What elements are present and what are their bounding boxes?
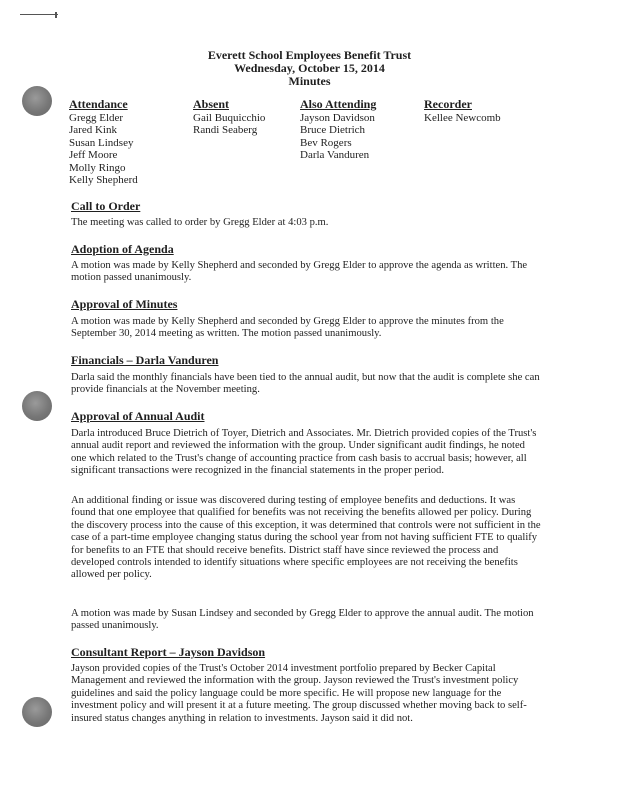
attendee-name: Kelly Shepherd — [69, 174, 138, 186]
meeting-date: Wednesday, October 15, 2014 — [234, 61, 385, 75]
approval-of-annual-audit-heading: Approval of Annual Audit — [71, 409, 205, 423]
call-to-order-text: The meeting was called to order by Gregg Elder at 4:03 p.m. — [71, 217, 329, 228]
approval-of-minutes-heading: Approval of Minutes — [71, 297, 178, 311]
recorder-name: Kellee Newcomb — [424, 111, 501, 124]
attendee-name: Gregg Elder — [69, 111, 124, 124]
financials-heading: Financials – Darla Vanduren — [71, 353, 219, 367]
consultant-report-text: Jayson provided copies of the Trust's October 2014 investment portfolio prepared by Becker Capital Management and reviewed the information with the group. Jayson reviewed the Trust's investment policy guidelines and said the policy language could be more specific. He will propose new language for the investment policy and will present it at a future meeting. The group discussed whether moving back to self-insured status changes anything in relation to investments. Jayson said it did not. — [71, 663, 527, 724]
attendance-heading: Attendance — [69, 97, 128, 111]
approval-of-minutes-text: A motion was made by Kelly Shepherd and seconded by Gregg Elder to approve the minutes from the September 30, 2014 meeting as written. The motion passed unanimously. — [71, 316, 504, 340]
document-type: Minutes — [288, 74, 331, 88]
attendee-name: Molly Ringo — [69, 161, 126, 174]
also-attending-name: Bev Rogers — [300, 136, 352, 149]
also-attending-column — [300, 98, 376, 162]
call-to-order-heading: Call to Order — [71, 199, 141, 213]
document-header — [0, 49, 619, 88]
attendance-column — [69, 98, 138, 187]
absent-name: Gail Buquicchio — [193, 111, 266, 124]
recorder-heading: Recorder — [424, 97, 472, 111]
annual-audit-paragraph-2: An additional finding or issue was discovered during testing of employee benefits and deductions. It was found that one employee that qualified for benefits was not receiving the benefits allowed per policy. During the discovery process into the cause of this exception, it was determined that controls were not sufficient in the case of a part-time employee changing status during the school year from not having sufficient FTE to qualify for benefits to an FTE that should receive benefits. District staff have since reviewed the process and developed controls intended to identify situations where specific employees are not receiving the benefits allowed per policy. — [71, 495, 541, 581]
financials-text: Darla said the monthly financials have been tied to the annual audit, but now that the audit is complete she can provide financials at the November meeting. — [71, 372, 540, 396]
absent-name: Randi Seaberg — [193, 124, 258, 136]
also-attending-heading: Also Attending — [300, 97, 377, 111]
trust-name: Everett School Employees Benefit Trust — [207, 48, 412, 62]
also-attending-name: Darla Vanduren — [300, 149, 370, 161]
adoption-of-agenda-heading: Adoption of Agenda — [71, 242, 174, 256]
consultant-report-heading: Consultant Report – Jayson Davidson — [71, 645, 266, 659]
absent-heading: Absent — [193, 97, 230, 111]
also-attending-name: Bruce Dietrich — [300, 124, 366, 136]
scan-artifact-line — [20, 14, 58, 15]
punch-hole-middle — [22, 391, 52, 421]
punch-hole-bottom — [22, 697, 52, 727]
scan-artifact-tick — [55, 12, 57, 18]
annual-audit-paragraph-1: Darla introduced Bruce Dietrich of Toyer, Dietrich and Associates. Mr. Dietrich provided copies of the Trust's annual audit report and reviewed the information with the group. Under significant audit findings, he noted one which related to the Trust's change of accounting practice from cash basis to accrual basis; however, all significant transactions were recognized in the financial statements in the proper period. — [71, 428, 537, 477]
adoption-of-agenda-text: A motion was made by Kelly Shepherd and seconded by Gregg Elder to approve the agenda as written. The motion passed unanimously. — [71, 260, 528, 284]
recorder-column — [424, 98, 501, 124]
attendee-name: Susan Lindsey — [69, 136, 134, 149]
annual-audit-paragraph-3: A motion was made by Susan Lindsey and seconded by Gregg Elder to approve the annual audit. The motion passed unanimously. — [71, 608, 534, 632]
attendee-name: Jeff Moore — [69, 149, 118, 161]
punch-hole-top — [22, 86, 52, 116]
absent-column — [193, 98, 265, 137]
attendee-name: Jared Kink — [69, 124, 117, 136]
also-attending-name: Jayson Davidson — [300, 111, 375, 124]
